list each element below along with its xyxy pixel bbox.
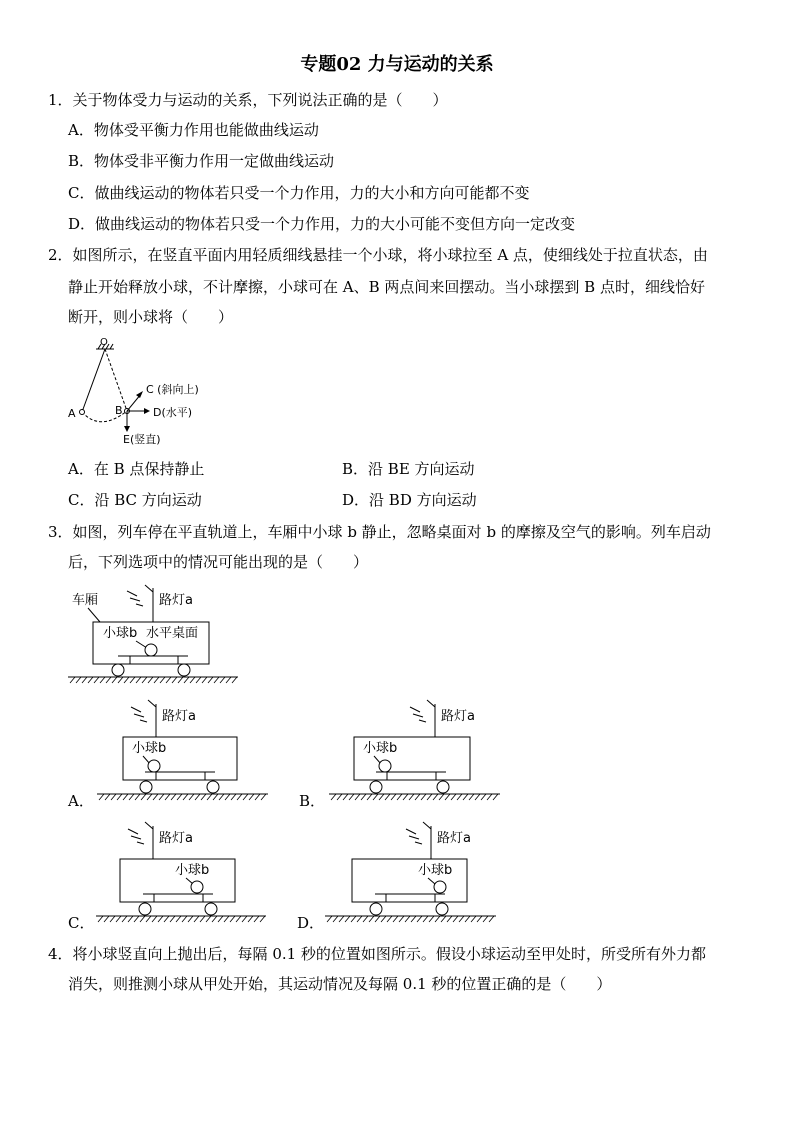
question-2-option-b: B．沿 BE 方向运动: [342, 460, 475, 478]
label-ball-b: 小球b: [363, 741, 398, 756]
question-1-option-d: D．做曲线运动的物体若只受一个力作用，力的大小可能不变但方向一定改变: [68, 215, 576, 233]
label-a: A: [68, 407, 76, 420]
label-ball-a: 小球b: [132, 741, 167, 756]
question-2-stem-line-1: 2．如图所示，在竖直平面内用轻质细线悬挂一个小球，将小球拉至 A 点，使细线处于拉直状态，由: [48, 246, 708, 264]
question-2-option-d: D．沿 BD 方向运动: [342, 491, 477, 509]
label-lamp-c: 路灯a: [159, 831, 193, 846]
label-ball-c: 小球b: [175, 863, 210, 878]
label-table: 水平桌面: [146, 626, 199, 641]
question-1-option-b: B．物体受非平衡力作用一定做曲线运动: [68, 152, 335, 170]
question-1-option-a: A．物体受平衡力作用也能做曲线运动: [68, 121, 319, 139]
question-2-option-c: C．沿 BC 方向运动: [68, 491, 202, 509]
question-3-stem-line-1: 3．如图，列车停在平直轨道上，车厢中小球 b 静止，忽略桌面对 b 的摩擦及空气的影响。列车启动: [48, 523, 711, 541]
question-4-stem-line-1: 4．将小球竖直向上抛出后，每隔 0.1 秒的位置如图所示。假设小球运动至甲处时，所受所有外力都: [48, 945, 706, 963]
question-3-stem-line-2: 后，下列选项中的情况可能出现的是（ ）: [68, 553, 369, 571]
label-o: O: [100, 337, 108, 348]
question-3-option-b-label: B．: [299, 792, 326, 810]
page-title: 专题02 力与运动的关系: [300, 54, 494, 75]
question-2-stem-line-3: 断开，则小球将（ ）: [68, 308, 234, 326]
label-ball: 小球b: [103, 626, 138, 641]
label-ball-d: 小球b: [418, 863, 453, 878]
label-e: E(竖直): [123, 433, 161, 446]
label-c: C (斜向上): [146, 383, 199, 396]
question-3-option-d-label: D．: [297, 914, 325, 932]
question-1-stem: 1．关于物体受力与运动的关系，下列说法正确的是（ ）: [48, 91, 448, 109]
question-3-option-c-label: C．: [68, 914, 95, 932]
question-2-stem-line-2: 静止开始释放小球，不计摩擦，小球可在 A、B 两点间来回摆动。当小球摆到 B 点时，细线恰好: [68, 278, 705, 296]
label-lamp: 路灯a: [159, 593, 193, 608]
question-4-stem-line-2: 消失，则推测小球从甲处开始，其运动情况及每隔 0.1 秒的位置正确的是（ ）: [68, 975, 612, 993]
question-2-option-a: A．在 B 点保持静止: [68, 460, 205, 478]
label-lamp-b: 路灯a: [441, 709, 475, 724]
label-lamp-a: 路灯a: [162, 709, 196, 724]
question-3-option-a-label: A．: [68, 792, 94, 810]
label-b: B: [115, 404, 123, 417]
label-d: D(水平): [153, 406, 193, 419]
question-1-option-c: C．做曲线运动的物体若只受一个力作用，力的大小和方向可能都不变: [68, 184, 530, 202]
label-lamp-d: 路灯a: [437, 831, 471, 846]
label-carriage: 车厢: [72, 593, 99, 608]
